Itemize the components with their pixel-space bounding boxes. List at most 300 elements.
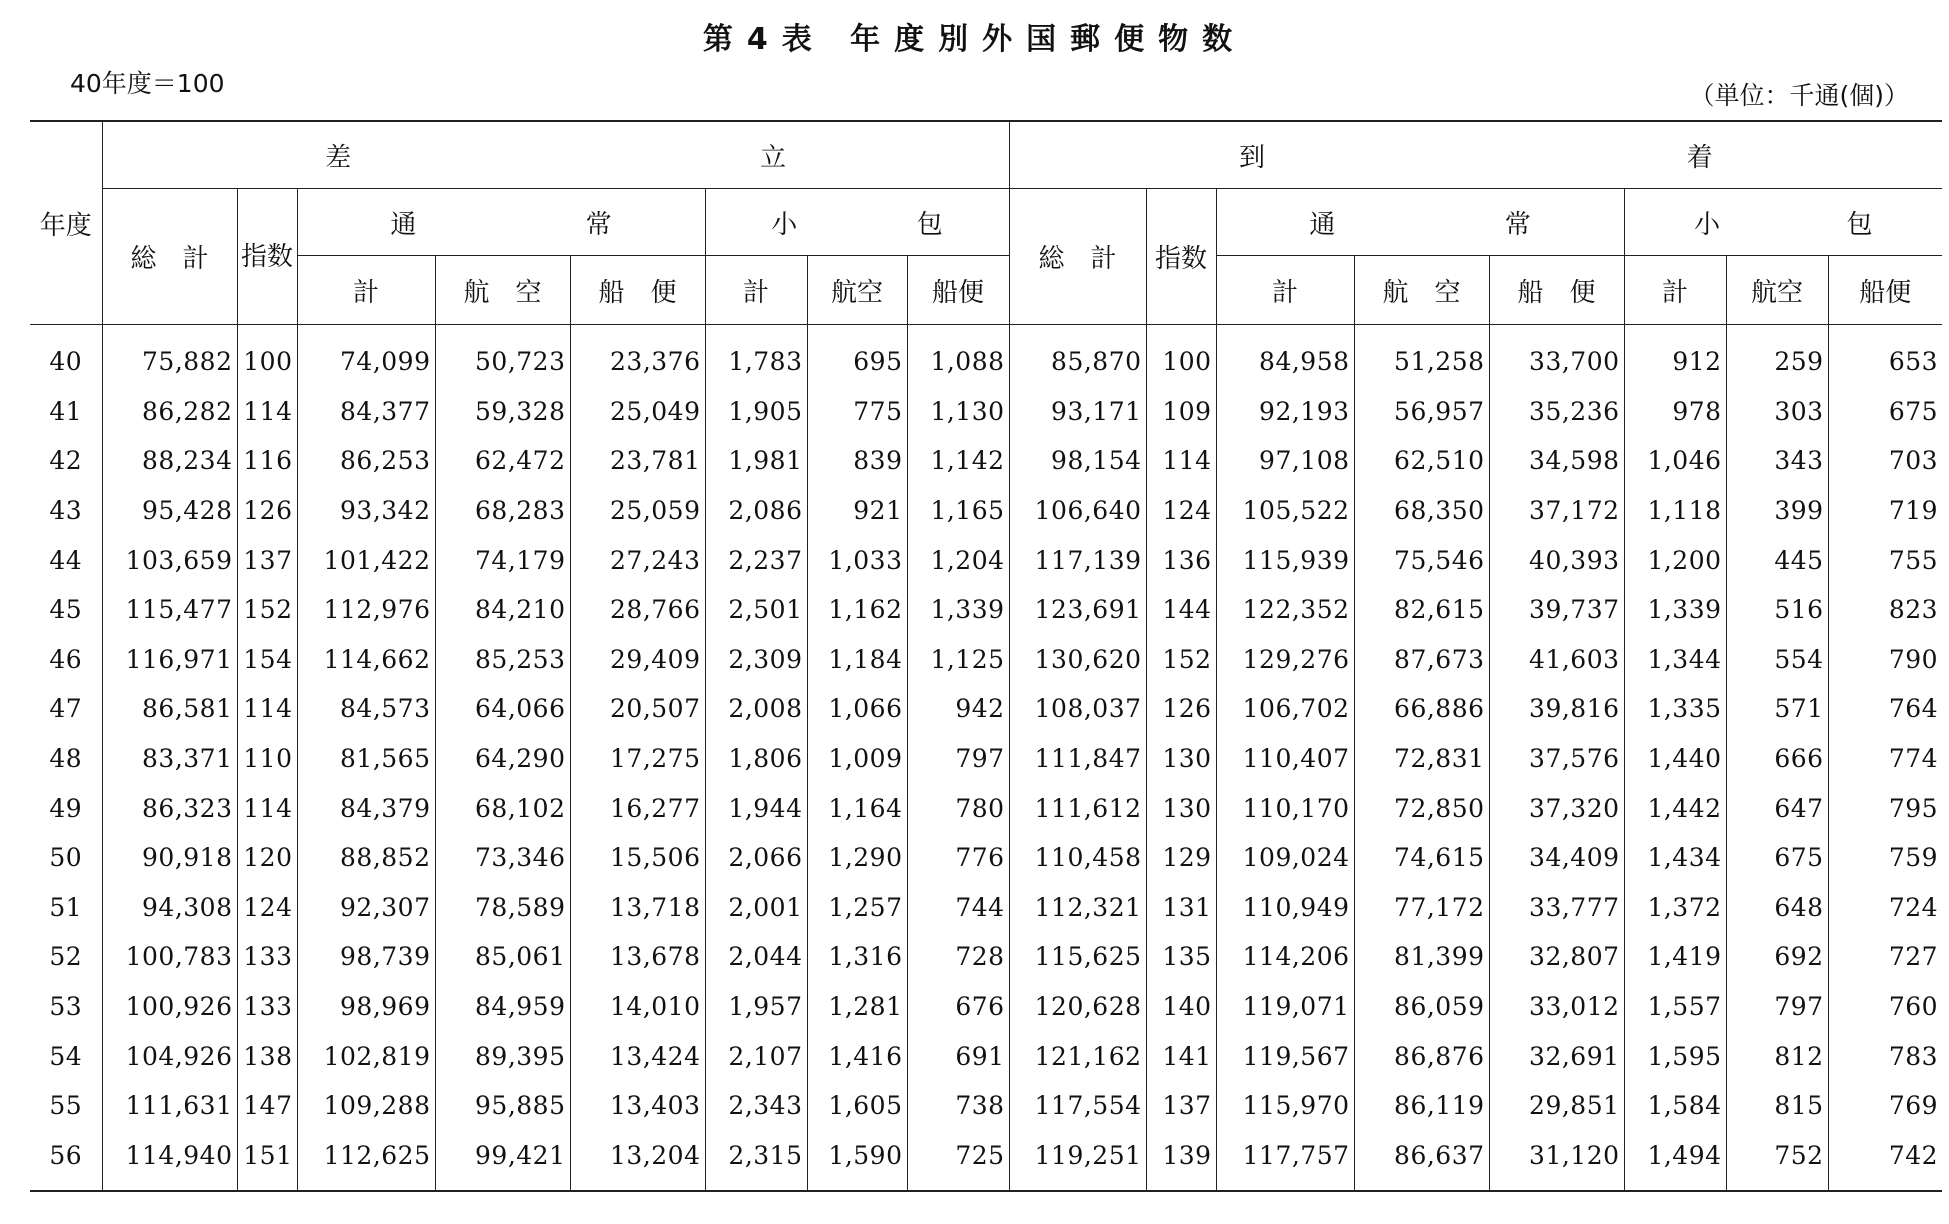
year-cell: 52 bbox=[49, 942, 83, 972]
value-cell: 88,234 bbox=[102, 436, 237, 486]
value-cell: 86,253 bbox=[297, 436, 435, 486]
value-cell: 1,419 bbox=[1624, 932, 1726, 982]
table-row bbox=[30, 734, 1942, 784]
value-cell: 1,200 bbox=[1624, 535, 1726, 585]
value-cell: 129,276 bbox=[1216, 635, 1354, 685]
value-cell: 13,204 bbox=[570, 1131, 705, 1192]
table-row bbox=[30, 932, 1942, 982]
value-cell: 1,204 bbox=[907, 535, 1009, 585]
value-cell: 114,940 bbox=[102, 1131, 237, 1192]
value-cell: 795 bbox=[1828, 783, 1942, 833]
header-sent-parcel-sea: 船便 bbox=[907, 256, 1009, 325]
value-cell: 109,288 bbox=[297, 1081, 435, 1131]
value-cell: 343 bbox=[1726, 436, 1828, 486]
value-cell: 75,546 bbox=[1354, 535, 1489, 585]
header-sent bbox=[102, 121, 1009, 189]
value-cell: 83,371 bbox=[102, 734, 237, 784]
value-cell: 675 bbox=[1726, 833, 1828, 883]
value-cell: 151 bbox=[237, 1131, 297, 1192]
value-cell: 14,010 bbox=[570, 982, 705, 1032]
value-cell: 84,959 bbox=[435, 982, 570, 1032]
value-cell: 141 bbox=[1146, 1031, 1216, 1081]
header-arrived bbox=[1009, 121, 1942, 189]
year-cell: 56 bbox=[30, 1131, 102, 1192]
value-cell: 1,905 bbox=[705, 387, 807, 437]
header-arrived-ordinary-1: 通 bbox=[1309, 209, 1336, 240]
value-cell: 1,494 bbox=[1624, 1131, 1726, 1192]
value-cell: 119,251 bbox=[1009, 1131, 1146, 1192]
value-cell: 114 bbox=[237, 387, 297, 437]
value-cell: 88,852 bbox=[297, 833, 435, 883]
value-cell: 33,777 bbox=[1489, 883, 1624, 933]
value-cell: 64,290 bbox=[435, 734, 570, 784]
value-cell: 114 bbox=[237, 684, 297, 734]
value-cell: 98,969 bbox=[297, 982, 435, 1032]
value-cell: 86,876 bbox=[1354, 1031, 1489, 1081]
value-cell: 86,637 bbox=[1354, 1131, 1489, 1192]
value-cell: 115,477 bbox=[102, 585, 237, 635]
value-cell: 110,170 bbox=[1216, 783, 1354, 833]
table-row bbox=[30, 535, 1942, 585]
table-row bbox=[30, 982, 1942, 1032]
value-cell: 1,162 bbox=[807, 585, 907, 635]
value-cell: 1,344 bbox=[1624, 635, 1726, 685]
value-cell: 675 bbox=[1828, 387, 1942, 437]
header-sent-2: 立 bbox=[759, 142, 786, 173]
value-cell: 921 bbox=[807, 486, 907, 536]
value-cell: 119,071 bbox=[1216, 982, 1354, 1032]
value-cell: 135 bbox=[1146, 932, 1216, 982]
header-sent-ordinary-air: 航 空 bbox=[435, 256, 570, 325]
value-cell: 2,237 bbox=[705, 535, 807, 585]
year-cell: 41 bbox=[49, 396, 83, 426]
value-cell: 727 bbox=[1828, 932, 1942, 982]
value-cell: 86,059 bbox=[1354, 982, 1489, 1032]
value-cell: 725 bbox=[907, 1131, 1009, 1192]
value-cell: 137 bbox=[1146, 1081, 1216, 1131]
value-cell: 17,275 bbox=[570, 734, 705, 784]
value-cell: 16,277 bbox=[570, 783, 705, 833]
value-cell: 59,328 bbox=[435, 387, 570, 437]
value-cell: 120,628 bbox=[1009, 982, 1146, 1032]
value-cell: 33,700 bbox=[1489, 325, 1624, 387]
header-sent-parcel-1: 小 bbox=[771, 209, 798, 240]
value-cell: 114 bbox=[237, 783, 297, 833]
header-sent-ordinary-1: 通 bbox=[390, 209, 417, 240]
value-cell: 121,162 bbox=[1009, 1031, 1146, 1081]
value-cell: 152 bbox=[1146, 635, 1216, 685]
year-cell: 50 bbox=[49, 843, 83, 873]
value-cell: 112,625 bbox=[297, 1131, 435, 1192]
value-cell: 138 bbox=[237, 1031, 297, 1081]
value-cell: 752 bbox=[1726, 1131, 1828, 1192]
value-cell: 137 bbox=[237, 535, 297, 585]
value-cell: 1,957 bbox=[705, 982, 807, 1032]
value-cell: 1,088 bbox=[907, 325, 1009, 387]
year-cell: 55 bbox=[49, 1091, 83, 1121]
value-cell: 105,522 bbox=[1216, 486, 1354, 536]
value-cell: 648 bbox=[1726, 883, 1828, 933]
value-cell: 94,308 bbox=[102, 883, 237, 933]
value-cell: 2,343 bbox=[705, 1081, 807, 1131]
value-cell: 571 bbox=[1726, 684, 1828, 734]
value-cell: 56,957 bbox=[1354, 387, 1489, 437]
value-cell: 131 bbox=[1146, 883, 1216, 933]
value-cell: 1,257 bbox=[807, 883, 907, 933]
value-cell: 2,501 bbox=[705, 585, 807, 635]
value-cell: 676 bbox=[907, 982, 1009, 1032]
value-cell: 124 bbox=[1146, 486, 1216, 536]
value-cell: 68,102 bbox=[435, 783, 570, 833]
value-cell: 81,399 bbox=[1354, 932, 1489, 982]
value-cell: 34,409 bbox=[1489, 833, 1624, 883]
header-sent-ordinary-2: 常 bbox=[585, 209, 612, 240]
value-cell: 2,309 bbox=[705, 635, 807, 685]
header-sent-parcel-air: 航空 bbox=[807, 256, 907, 325]
value-cell: 1,130 bbox=[907, 387, 1009, 437]
value-cell: 769 bbox=[1828, 1081, 1942, 1131]
value-cell: 399 bbox=[1726, 486, 1828, 536]
value-cell: 32,807 bbox=[1489, 932, 1624, 982]
value-cell: 1,440 bbox=[1624, 734, 1726, 784]
value-cell: 823 bbox=[1828, 585, 1942, 635]
value-cell: 85,870 bbox=[1009, 325, 1146, 387]
value-cell: 100,783 bbox=[102, 932, 237, 982]
header-arrived-ordinary bbox=[1216, 189, 1624, 256]
table-row bbox=[30, 1031, 1942, 1081]
value-cell: 41,603 bbox=[1489, 635, 1624, 685]
value-cell: 74,615 bbox=[1354, 833, 1489, 883]
value-cell: 812 bbox=[1726, 1031, 1828, 1081]
value-cell: 81,565 bbox=[297, 734, 435, 784]
table-row bbox=[30, 325, 1942, 387]
value-cell: 82,615 bbox=[1354, 585, 1489, 635]
value-cell: 86,282 bbox=[102, 387, 237, 437]
value-cell: 104,926 bbox=[102, 1031, 237, 1081]
year-cell: 47 bbox=[49, 694, 83, 724]
value-cell: 1,142 bbox=[907, 436, 1009, 486]
value-cell: 116 bbox=[237, 436, 297, 486]
value-cell: 115,970 bbox=[1216, 1081, 1354, 1131]
value-cell: 37,172 bbox=[1489, 486, 1624, 536]
table-row bbox=[30, 1081, 1942, 1131]
value-cell: 691 bbox=[907, 1031, 1009, 1081]
value-cell: 978 bbox=[1624, 387, 1726, 437]
value-cell: 102,819 bbox=[297, 1031, 435, 1081]
value-cell: 114,206 bbox=[1216, 932, 1354, 982]
value-cell: 815 bbox=[1726, 1081, 1828, 1131]
value-cell: 32,691 bbox=[1489, 1031, 1624, 1081]
header-sent-total: 総 計 bbox=[102, 189, 237, 325]
value-cell: 103,659 bbox=[102, 535, 237, 585]
value-cell: 1,184 bbox=[807, 635, 907, 685]
value-cell: 100,926 bbox=[102, 982, 237, 1032]
value-cell: 1,806 bbox=[705, 734, 807, 784]
value-cell: 129 bbox=[1146, 833, 1216, 883]
value-cell: 25,049 bbox=[570, 387, 705, 437]
value-cell: 84,210 bbox=[435, 585, 570, 635]
value-cell: 84,377 bbox=[297, 387, 435, 437]
value-cell: 653 bbox=[1828, 325, 1942, 387]
value-cell: 31,120 bbox=[1489, 1131, 1624, 1192]
value-cell: 110,458 bbox=[1009, 833, 1146, 883]
value-cell: 66,886 bbox=[1354, 684, 1489, 734]
value-cell: 115,939 bbox=[1216, 535, 1354, 585]
value-cell: 1,557 bbox=[1624, 982, 1726, 1032]
value-cell: 75,882 bbox=[102, 325, 237, 387]
value-cell: 106,640 bbox=[1009, 486, 1146, 536]
value-cell: 86,581 bbox=[102, 684, 237, 734]
value-cell: 724 bbox=[1828, 883, 1942, 933]
header-arrived-ordinary-sea: 船 便 bbox=[1489, 256, 1624, 325]
header-arrived-parcel-1: 小 bbox=[1694, 209, 1721, 240]
header-arrived-parcel-air: 航空 bbox=[1726, 256, 1828, 325]
value-cell: 797 bbox=[1726, 982, 1828, 1032]
value-cell: 95,428 bbox=[102, 486, 237, 536]
value-cell: 74,099 bbox=[297, 325, 435, 387]
header-arrived-parcel bbox=[1624, 189, 1942, 256]
value-cell: 130 bbox=[1146, 734, 1216, 784]
value-cell: 1,595 bbox=[1624, 1031, 1726, 1081]
table-body bbox=[30, 325, 1942, 1192]
value-cell: 98,154 bbox=[1009, 436, 1146, 486]
value-cell: 152 bbox=[237, 585, 297, 635]
value-cell: 136 bbox=[1146, 535, 1216, 585]
value-cell: 839 bbox=[807, 436, 907, 486]
value-cell: 119,567 bbox=[1216, 1031, 1354, 1081]
value-cell: 742 bbox=[1828, 1131, 1942, 1192]
value-cell: 39,816 bbox=[1489, 684, 1624, 734]
value-cell: 74,179 bbox=[435, 535, 570, 585]
table-row bbox=[30, 1131, 1942, 1192]
value-cell: 942 bbox=[907, 684, 1009, 734]
value-cell: 108,037 bbox=[1009, 684, 1146, 734]
value-cell: 1,605 bbox=[807, 1081, 907, 1131]
value-cell: 140 bbox=[1146, 982, 1216, 1032]
header-sent-parcel-2: 包 bbox=[916, 209, 943, 240]
value-cell: 797 bbox=[907, 734, 1009, 784]
value-cell: 1,281 bbox=[807, 982, 907, 1032]
year-cell: 51 bbox=[49, 892, 83, 922]
value-cell: 259 bbox=[1726, 325, 1828, 387]
value-cell: 85,253 bbox=[435, 635, 570, 685]
value-cell: 99,421 bbox=[435, 1131, 570, 1192]
value-cell: 112,976 bbox=[297, 585, 435, 635]
table-row bbox=[30, 684, 1942, 734]
value-cell: 100 bbox=[237, 325, 297, 387]
table-title: 第4表 年度別外国郵便物数 bbox=[702, 22, 1247, 57]
value-cell: 84,573 bbox=[297, 684, 435, 734]
value-cell: 2,044 bbox=[705, 932, 807, 982]
header-arrived-ordinary-subtotal: 計 bbox=[1216, 256, 1354, 325]
value-cell: 133 bbox=[237, 932, 297, 982]
value-cell: 25,059 bbox=[570, 486, 705, 536]
value-cell: 106,702 bbox=[1216, 684, 1354, 734]
table-row bbox=[30, 436, 1942, 486]
value-cell: 912 bbox=[1624, 325, 1726, 387]
value-cell: 114 bbox=[1146, 436, 1216, 486]
value-cell: 72,850 bbox=[1354, 783, 1489, 833]
value-cell: 110,949 bbox=[1216, 883, 1354, 933]
value-cell: 15,506 bbox=[570, 833, 705, 883]
value-cell: 33,012 bbox=[1489, 982, 1624, 1032]
value-cell: 13,718 bbox=[570, 883, 705, 933]
value-cell: 2,315 bbox=[705, 1131, 807, 1192]
value-cell: 554 bbox=[1726, 635, 1828, 685]
value-cell: 666 bbox=[1726, 734, 1828, 784]
value-cell: 40,393 bbox=[1489, 535, 1624, 585]
value-cell: 755 bbox=[1828, 535, 1942, 585]
value-cell: 759 bbox=[1828, 833, 1942, 883]
value-cell: 28,766 bbox=[570, 585, 705, 635]
value-cell: 90,918 bbox=[102, 833, 237, 883]
header-sent-ordinary-subtotal: 計 bbox=[297, 256, 435, 325]
value-cell: 1,434 bbox=[1624, 833, 1726, 883]
value-cell: 13,403 bbox=[570, 1081, 705, 1131]
header-arrived-index: 指数 bbox=[1146, 189, 1216, 325]
table-row bbox=[30, 585, 1942, 635]
value-cell: 62,472 bbox=[435, 436, 570, 486]
value-cell: 516 bbox=[1726, 585, 1828, 635]
table-row bbox=[30, 883, 1942, 933]
header-arrived-ordinary-air: 航 空 bbox=[1354, 256, 1489, 325]
value-cell: 760 bbox=[1828, 982, 1942, 1032]
value-cell: 114,662 bbox=[297, 635, 435, 685]
value-cell: 51,258 bbox=[1354, 325, 1489, 387]
value-cell: 1,316 bbox=[807, 932, 907, 982]
year-cell: 40 bbox=[49, 347, 83, 377]
value-cell: 790 bbox=[1828, 635, 1942, 685]
year-cell: 46 bbox=[49, 644, 83, 674]
table-row bbox=[30, 486, 1942, 536]
value-cell: 775 bbox=[807, 387, 907, 437]
value-cell: 130,620 bbox=[1009, 635, 1146, 685]
value-cell: 89,395 bbox=[435, 1031, 570, 1081]
value-cell: 115,625 bbox=[1009, 932, 1146, 982]
value-cell: 77,172 bbox=[1354, 883, 1489, 933]
value-cell: 445 bbox=[1726, 535, 1828, 585]
value-cell: 35,236 bbox=[1489, 387, 1624, 437]
year-cell: 53 bbox=[49, 992, 83, 1022]
value-cell: 1,046 bbox=[1624, 436, 1726, 486]
value-cell: 1,009 bbox=[807, 734, 907, 784]
value-cell: 92,307 bbox=[297, 883, 435, 933]
value-cell: 1,981 bbox=[705, 436, 807, 486]
value-cell: 116,971 bbox=[102, 635, 237, 685]
year-cell: 44 bbox=[49, 545, 83, 575]
value-cell: 147 bbox=[237, 1081, 297, 1131]
value-cell: 2,008 bbox=[705, 684, 807, 734]
value-cell: 303 bbox=[1726, 387, 1828, 437]
year-cell: 43 bbox=[49, 496, 83, 526]
value-cell: 1,290 bbox=[807, 833, 907, 883]
value-cell: 1,783 bbox=[705, 325, 807, 387]
value-cell: 1,339 bbox=[1624, 585, 1726, 635]
value-cell: 111,612 bbox=[1009, 783, 1146, 833]
header-arrived-1: 到 bbox=[1238, 142, 1265, 173]
value-cell: 27,243 bbox=[570, 535, 705, 585]
value-cell: 111,631 bbox=[102, 1081, 237, 1131]
value-cell: 1,584 bbox=[1624, 1081, 1726, 1131]
value-cell: 64,066 bbox=[435, 684, 570, 734]
value-cell: 647 bbox=[1726, 783, 1828, 833]
value-cell: 144 bbox=[1146, 585, 1216, 635]
value-cell: 2,066 bbox=[705, 833, 807, 883]
value-cell: 1,066 bbox=[807, 684, 907, 734]
value-cell: 1,165 bbox=[907, 486, 1009, 536]
value-cell: 133 bbox=[237, 982, 297, 1032]
value-cell: 126 bbox=[1146, 684, 1216, 734]
value-cell: 23,781 bbox=[570, 436, 705, 486]
value-cell: 95,885 bbox=[435, 1081, 570, 1131]
header-sent-index: 指数 bbox=[237, 189, 297, 325]
value-cell: 124 bbox=[237, 883, 297, 933]
value-cell: 117,554 bbox=[1009, 1081, 1146, 1131]
value-cell: 744 bbox=[907, 883, 1009, 933]
value-cell: 29,851 bbox=[1489, 1081, 1624, 1131]
unit-note: （単位：千通(個)） bbox=[1689, 81, 1909, 110]
header-sent-parcel bbox=[705, 189, 1009, 256]
year-cell: 45 bbox=[49, 595, 83, 625]
value-cell: 1,372 bbox=[1624, 883, 1726, 933]
value-cell: 764 bbox=[1828, 684, 1942, 734]
value-cell: 783 bbox=[1828, 1031, 1942, 1081]
value-cell: 122,352 bbox=[1216, 585, 1354, 635]
table-row bbox=[30, 635, 1942, 685]
value-cell: 139 bbox=[1146, 1131, 1216, 1192]
table-row bbox=[30, 833, 1942, 883]
header-arrived-2: 着 bbox=[1686, 142, 1713, 173]
value-cell: 97,108 bbox=[1216, 436, 1354, 486]
value-cell: 2,001 bbox=[705, 883, 807, 933]
value-cell: 117,139 bbox=[1009, 535, 1146, 585]
value-cell: 1,118 bbox=[1624, 486, 1726, 536]
value-cell: 154 bbox=[237, 635, 297, 685]
value-cell: 126 bbox=[237, 486, 297, 536]
year-cell: 49 bbox=[49, 793, 83, 823]
value-cell: 84,379 bbox=[297, 783, 435, 833]
value-cell: 85,061 bbox=[435, 932, 570, 982]
value-cell: 1,416 bbox=[807, 1031, 907, 1081]
year-cell: 48 bbox=[49, 744, 83, 774]
table-row bbox=[30, 387, 1942, 437]
value-cell: 78,589 bbox=[435, 883, 570, 933]
header-arrived-total: 総 計 bbox=[1009, 189, 1146, 325]
value-cell: 1,335 bbox=[1624, 684, 1726, 734]
base-year-note: 40年度＝100 bbox=[70, 69, 225, 98]
value-cell: 1,339 bbox=[907, 585, 1009, 635]
value-cell: 774 bbox=[1828, 734, 1942, 784]
value-cell: 776 bbox=[907, 833, 1009, 883]
value-cell: 719 bbox=[1828, 486, 1942, 536]
value-cell: 84,958 bbox=[1216, 325, 1354, 387]
value-cell: 92,193 bbox=[1216, 387, 1354, 437]
value-cell: 86,323 bbox=[102, 783, 237, 833]
value-cell: 110,407 bbox=[1216, 734, 1354, 784]
table-row bbox=[30, 783, 1942, 833]
value-cell: 695 bbox=[807, 325, 907, 387]
value-cell: 37,576 bbox=[1489, 734, 1624, 784]
value-cell: 2,107 bbox=[705, 1031, 807, 1081]
header-arrived-parcel-2: 包 bbox=[1846, 209, 1873, 240]
value-cell: 109 bbox=[1146, 387, 1216, 437]
value-cell: 120 bbox=[237, 833, 297, 883]
value-cell: 703 bbox=[1828, 436, 1942, 486]
value-cell: 2,086 bbox=[705, 486, 807, 536]
value-cell: 110 bbox=[237, 734, 297, 784]
value-cell: 1,442 bbox=[1624, 783, 1726, 833]
year-cell: 54 bbox=[49, 1041, 83, 1071]
